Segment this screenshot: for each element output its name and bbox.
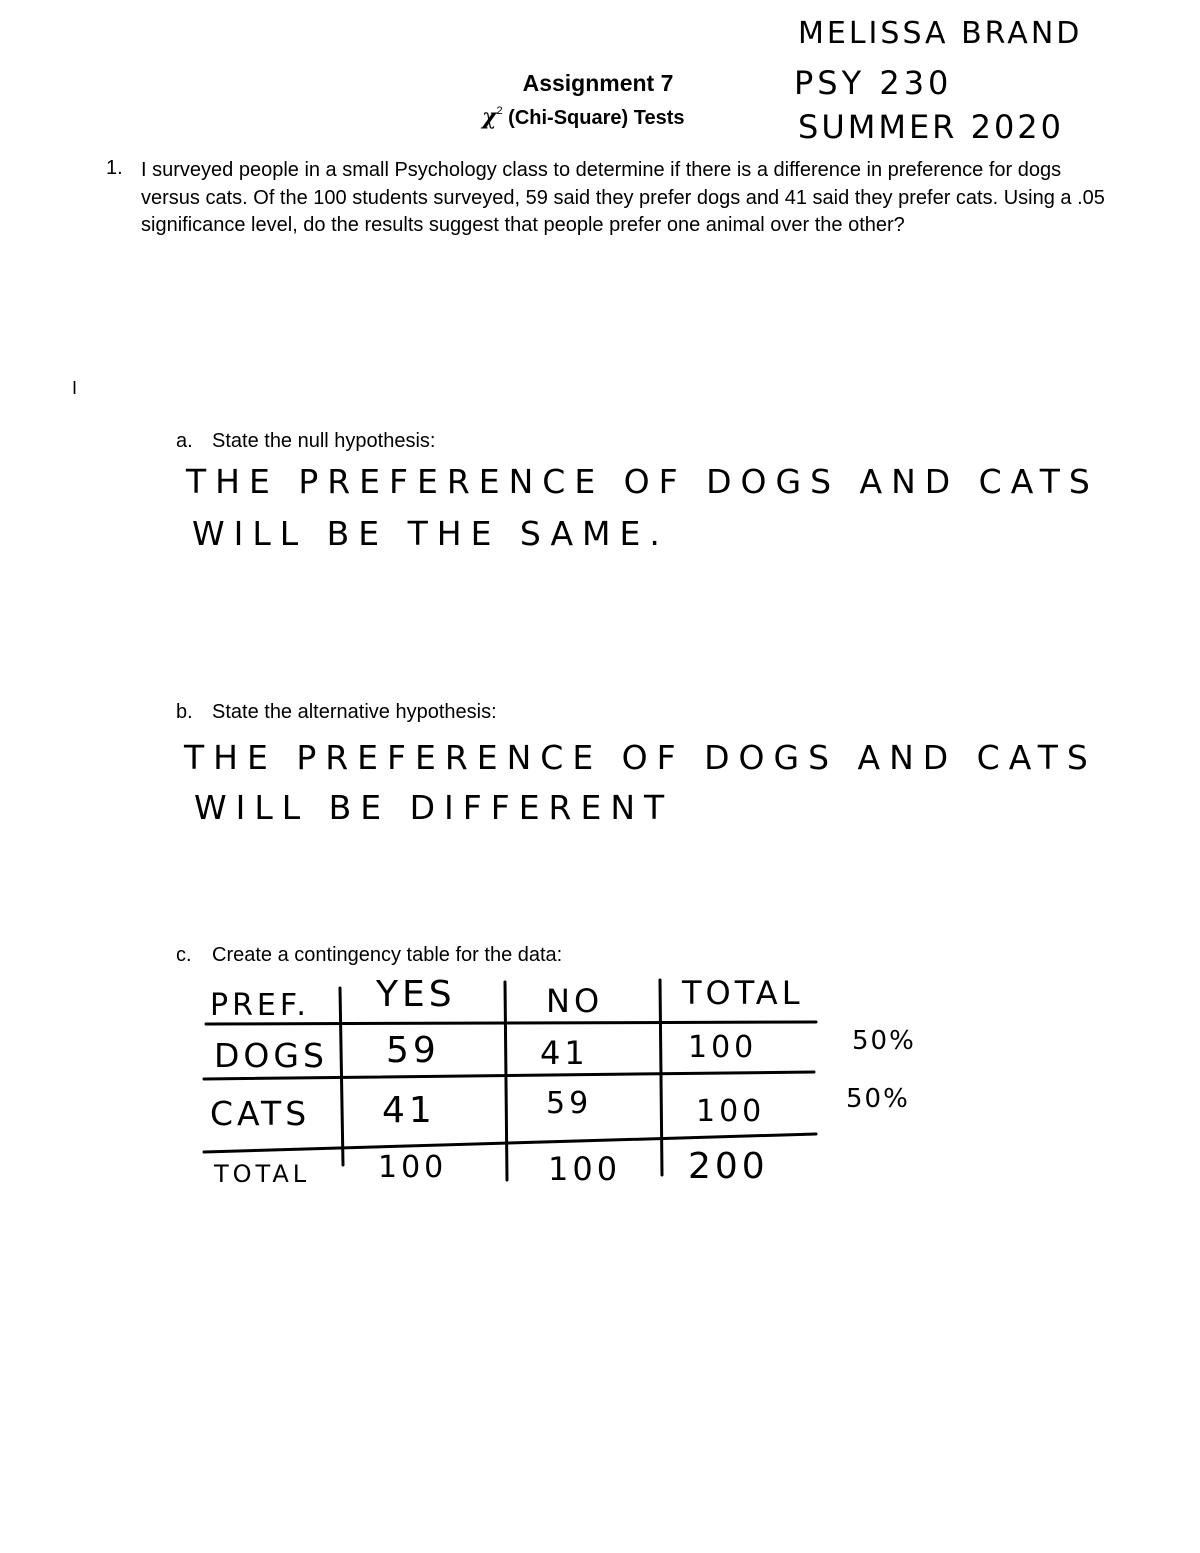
term: SUMMER 2020 bbox=[798, 108, 1065, 146]
question-number: 1. bbox=[106, 157, 123, 179]
table-col-3 bbox=[660, 980, 662, 1175]
dogs-percent-note: 50% bbox=[852, 1026, 916, 1056]
course-code: PSY 230 bbox=[794, 64, 953, 102]
cats-percent-note: 50% bbox=[846, 1084, 910, 1114]
title-text: Assignment 7 bbox=[522, 70, 674, 96]
header-cell: NO bbox=[546, 982, 604, 1020]
question-text: I surveyed people in a small Psychology class to determine if there is a difference in preference for dogs versus cats. Of the 100 students surveyed, 59 said they prefer dogs and 41 said they prefer cats. Using a .05 significance level, do the results suggest that people prefer one animal over the other? bbox=[141, 159, 1105, 236]
null-hypothesis-line2: WILL BE THE SAME. bbox=[192, 514, 669, 553]
table-cell: 200 bbox=[688, 1146, 769, 1187]
header-cell: TOTAL bbox=[682, 974, 804, 1012]
text-cursor-mark: I bbox=[72, 378, 78, 398]
table-col-2 bbox=[505, 982, 507, 1180]
part-b-prompt: State the alternative hypothesis: bbox=[212, 701, 497, 723]
table-cell: 100 bbox=[688, 1030, 758, 1065]
chi-symbol: χ bbox=[482, 104, 497, 130]
part-c-label: c. bbox=[176, 944, 192, 966]
table-cell: 100 bbox=[548, 1150, 622, 1188]
null-hypothesis-line1: THE PREFERENCE OF DOGS AND CATS bbox=[186, 462, 1099, 501]
table-cell: TOTAL bbox=[214, 1160, 311, 1188]
part-c-prompt: Create a contingency table for the data: bbox=[212, 944, 563, 966]
table-cell: CATS bbox=[210, 1094, 311, 1133]
part-b-label: b. bbox=[176, 701, 193, 723]
alt-hypothesis-line2: WILL BE DIFFERENT bbox=[194, 788, 674, 827]
part-a-label: a. bbox=[176, 430, 193, 452]
part-a-prompt: State the null hypothesis: bbox=[212, 430, 436, 452]
table-cell: 59 bbox=[386, 1030, 440, 1071]
subtitle-text: (Chi-Square) Tests bbox=[508, 107, 685, 129]
student-name: MELISSA BRAND bbox=[798, 16, 1083, 51]
table-cell: 41 bbox=[540, 1034, 589, 1072]
header-cell: YES bbox=[376, 974, 456, 1015]
table-cell: 100 bbox=[696, 1094, 766, 1129]
table-cell: 100 bbox=[378, 1150, 448, 1185]
table-col-1 bbox=[340, 988, 343, 1165]
table-cell: 41 bbox=[382, 1090, 436, 1131]
chi-superscript: 2 bbox=[496, 105, 503, 118]
alt-hypothesis-line1: THE PREFERENCE OF DOGS AND CATS bbox=[184, 738, 1097, 777]
table-cell: 59 bbox=[546, 1086, 593, 1121]
header-cell: PREF. bbox=[210, 988, 310, 1023]
table-cell: DOGS bbox=[214, 1036, 328, 1075]
